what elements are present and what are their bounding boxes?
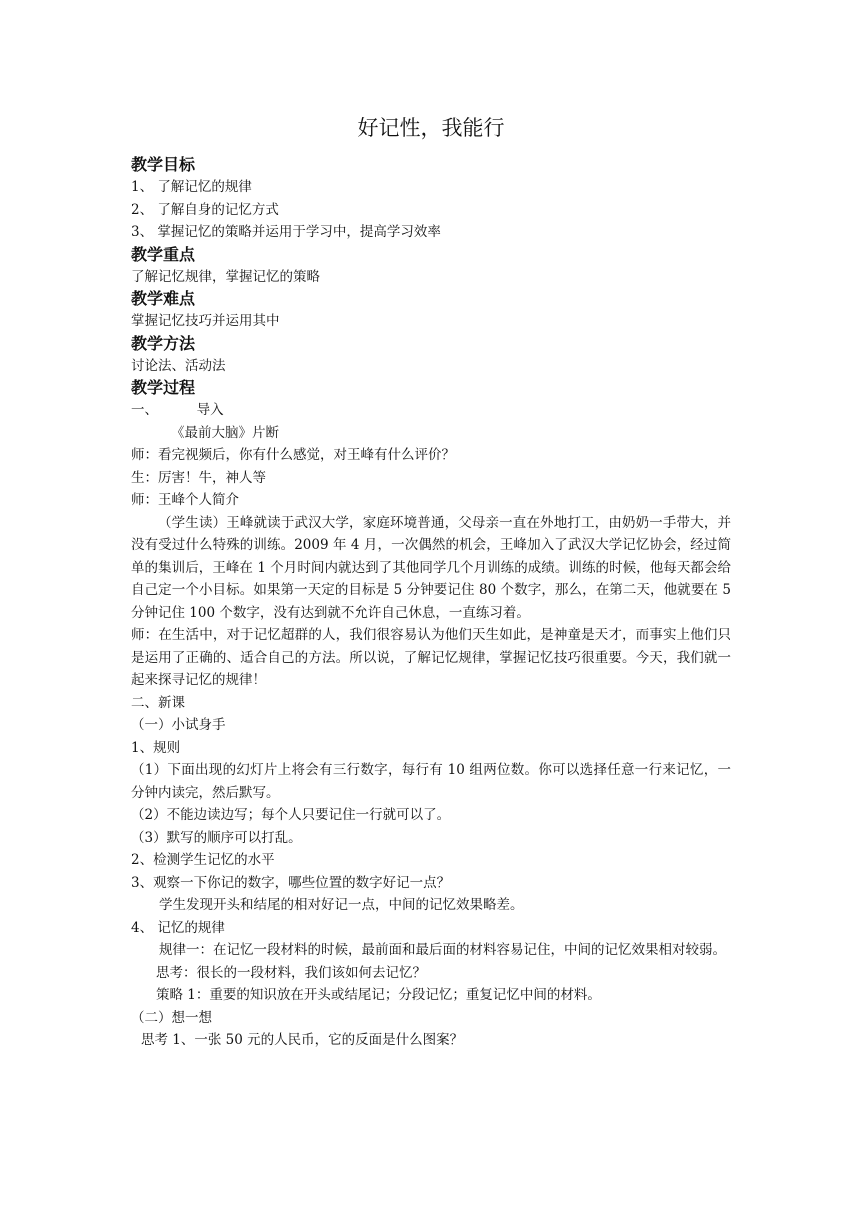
teacher-paragraph: 师：在生活中，对于记忆超群的人，我们很容易认为他们天生如此，是神童是天才，而事实上他们只是运用了正确的、适合自己的方法。所以说，了解记忆规律，掌握记忆技巧很重要。今天，我们就一起来探寻记忆的规律！ bbox=[131, 627, 731, 688]
rules-label: 1、规则 bbox=[131, 739, 181, 756]
student-line: 生：厉害！牛，神人等 bbox=[131, 469, 266, 486]
focus-text: 了解记忆规律，掌握记忆的策略 bbox=[131, 268, 320, 285]
difficulty-text: 掌握记忆技巧并运用其中 bbox=[131, 313, 280, 329]
method-heading: 教学方法 bbox=[131, 333, 196, 353]
new-lesson-label: 二、新课 bbox=[131, 694, 185, 711]
intro-label: 一、 导入 bbox=[131, 402, 224, 418]
difficulty-heading: 教学难点 bbox=[131, 289, 196, 308]
rule-item: （1）下面出现的幻灯片上将会有三行数字，每行有 10 组两位数。你可以选择任意一行来记忆，一分钟内读完，然后默写。 bbox=[131, 762, 731, 801]
goal-item: 3、 掌握记忆的策略并运用于学习中，提高学习效率 bbox=[131, 224, 441, 240]
think1-text: 思考 1、一张 50 元的人民币，它的反面是什么图案？ bbox=[141, 1032, 464, 1048]
observe-result: 学生发现开头和结尾的相对好记一点，中间的记忆效果略差。 bbox=[159, 897, 524, 913]
goals-heading: 教学目标 bbox=[131, 155, 196, 174]
teacher-line: 师：王峰个人简介 bbox=[131, 492, 239, 508]
law-label: 4、 记忆的规律 bbox=[131, 919, 225, 936]
observe-label: 3、观察一下你记的数字，哪些位置的数字好记一点？ bbox=[131, 874, 451, 891]
goal-item: 2、 了解自身的记忆方式 bbox=[131, 201, 279, 218]
part1-label: （一）小试身手 bbox=[131, 717, 226, 733]
document-body bbox=[131, 112, 731, 1052]
part2-label: （二）想一想 bbox=[131, 1009, 212, 1026]
check-label: 2、检测学生记忆的水平 bbox=[131, 852, 275, 868]
process-heading: 教学过程 bbox=[131, 378, 196, 397]
goal-item: 1、 了解记忆的规律 bbox=[131, 179, 252, 195]
teacher-line: 师：看完视频后，你有什么感觉，对王峰有什么评价？ bbox=[131, 447, 455, 463]
strategy-text: 策略 1：重要的知识放在开头或结尾记；分段记忆；重复记忆中间的材料。 bbox=[156, 987, 601, 1003]
reading-paragraph: （学生读）王峰就读于武汉大学，家庭环境普通，父母亲一直在外地打工，由奶奶一手带大，并没有受过什么特殊的训练。2009 年 4 月，一次偶然的机会，王峰加入了武汉大学记忆协会，经过简单的集训后，王峰在 1 个月时间内就达到了其他同学几个月训练的成绩。训练的时候，他每天都会给自己定一个小目标。如果第一天定的目标是 5 分钟要记住 80 个数字，那么，在第二天，他就要在 5 分钟记住 100 个数字，没有达到就不允许自己休息，一直练习着。 bbox=[131, 514, 731, 621]
think-text: 思考：很长的一段材料，我们该如何去记忆？ bbox=[156, 964, 426, 981]
rule-item: （3）默写的顺序可以打乱。 bbox=[131, 829, 302, 846]
method-text: 讨论法、活动法 bbox=[131, 357, 226, 374]
rule-item: （2）不能边读边写；每个人只要记住一行就可以了。 bbox=[131, 807, 451, 823]
video-title: 《最前大脑》片断 bbox=[171, 424, 279, 441]
focus-heading: 教学重点 bbox=[131, 244, 196, 264]
law-text: 规律一：在记忆一段材料的时候，最前面和最后面的材料容易记住，中间的记忆效果相对较弱。 bbox=[159, 942, 726, 958]
page-title: 好记性，我能行 bbox=[357, 116, 505, 140]
